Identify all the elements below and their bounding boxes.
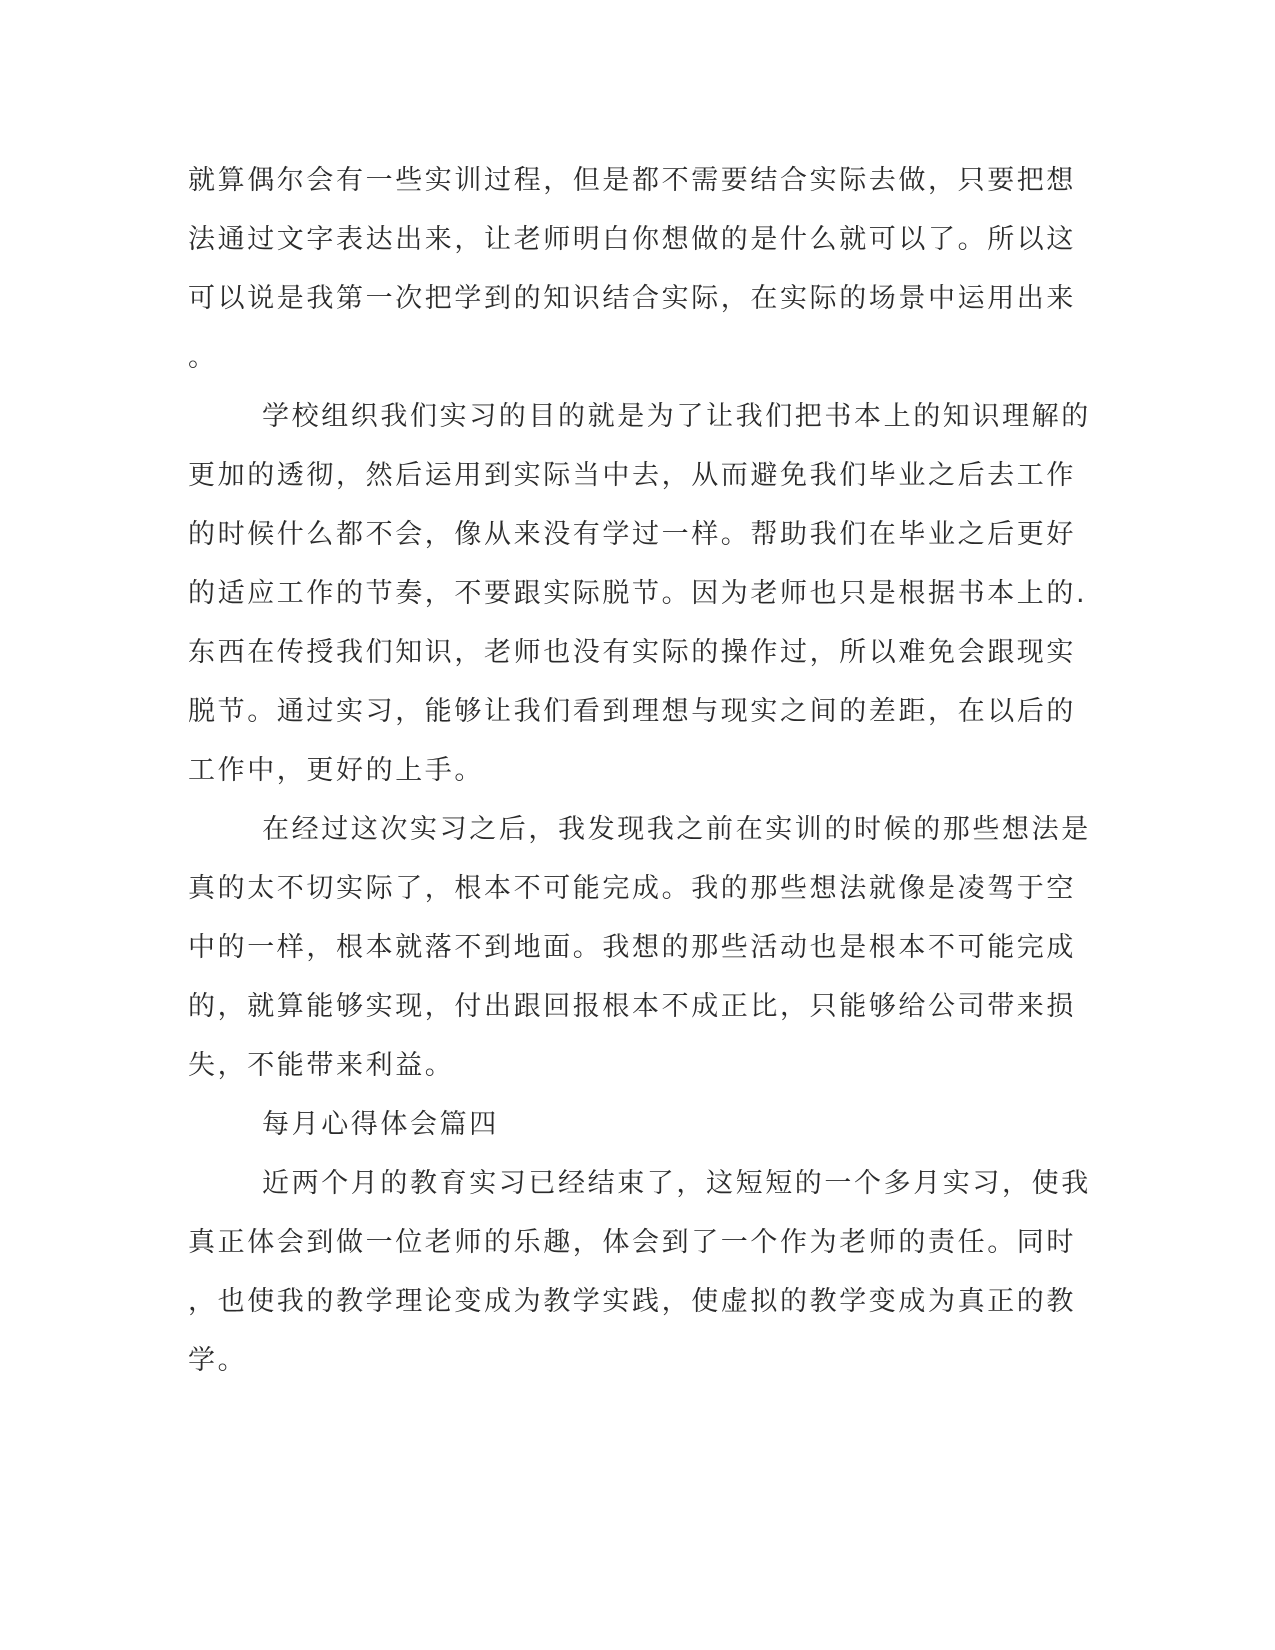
text-line: 就算偶尔会有一些实训过程，但是都不需要结合实际去做，只要把想	[188, 165, 1076, 196]
text-line: ，也使我的教学理论变成为教学实践，使虚拟的教学变成为真正的教	[188, 1286, 1076, 1317]
paragraph-first-line: 学校组织我们实习的目的就是为了让我们把书本上的知识理解的	[262, 401, 1091, 432]
section-heading: 每月心得体会篇四	[262, 1109, 499, 1140]
text-line: 工作中，更好的上手。	[188, 755, 484, 786]
text-line: 真正体会到做一位老师的乐趣，体会到了一个作为老师的责任。同时	[188, 1227, 1076, 1258]
text-line: 学。	[188, 1345, 248, 1376]
paragraph-first-line: 在经过这次实习之后，我发现我之前在实训的时候的那些想法是	[262, 814, 1091, 845]
text-line: 的适应工作的节奏，不要跟实际脱节。因为老师也只是根据书本上的.	[188, 578, 1088, 609]
text-line: 真的太不切实际了，根本不可能完成。我的那些想法就像是凌驾于空	[188, 873, 1076, 904]
text-line: 脱节。通过实习，能够让我们看到理想与现实之间的差距，在以后的	[188, 696, 1076, 727]
text-line: 的时候什么都不会，像从来没有学过一样。帮助我们在毕业之后更好	[188, 519, 1076, 550]
text-line: 更加的透彻，然后运用到实际当中去，从而避免我们毕业之后去工作	[188, 460, 1076, 491]
text-line: 失，不能带来利益。	[188, 1050, 455, 1081]
text-line: 东西在传授我们知识，老师也没有实际的操作过，所以难免会跟现实	[188, 637, 1076, 668]
paragraph-first-line: 近两个月的教育实习已经结束了，这短短的一个多月实习，使我	[262, 1168, 1091, 1199]
text-line: 可以说是我第一次把学到的知识结合实际，在实际的场景中运用出来	[188, 283, 1076, 314]
text-line: 。	[188, 342, 218, 373]
text-line: 的，就算能够实现，付出跟回报根本不成正比，只能够给公司带来损	[188, 991, 1076, 1022]
text-line: 中的一样，根本就落不到地面。我想的那些活动也是根本不可能完成	[188, 932, 1076, 963]
text-line: 法通过文字表达出来，让老师明白你想做的是什么就可以了。所以这	[188, 224, 1076, 255]
